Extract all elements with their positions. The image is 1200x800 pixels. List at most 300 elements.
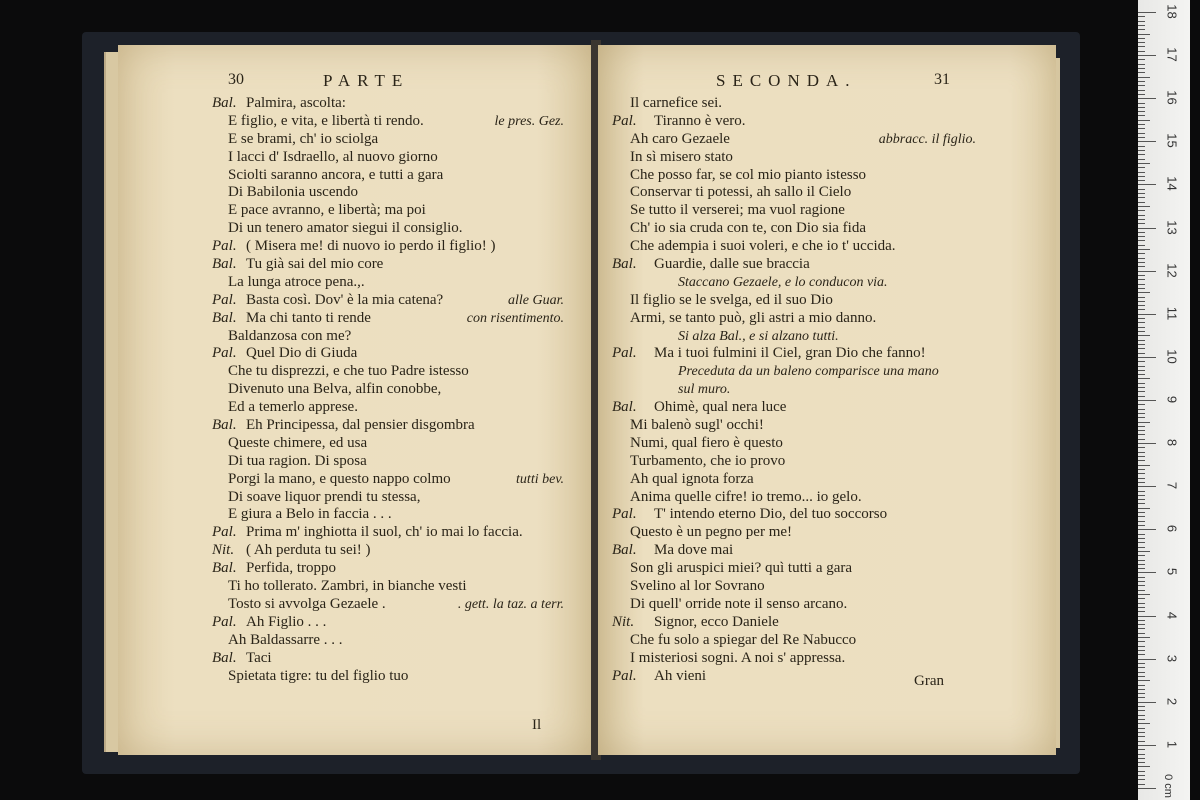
text-line xyxy=(118,256,594,274)
stage-direction: . gett. la taz. a terr. xyxy=(457,596,564,612)
ruler-tick xyxy=(1138,288,1145,289)
ruler-tick xyxy=(1138,741,1145,742)
verse-text: Eh Principessa, dal pensier disgombra xyxy=(246,417,475,434)
ruler-tick xyxy=(1138,555,1145,556)
verse-text: Che fu solo a spiegar del Re Nabucco xyxy=(630,631,857,648)
running-header-left: PARTE xyxy=(323,71,410,90)
ruler-tick xyxy=(1138,663,1145,664)
ruler-tick xyxy=(1138,344,1145,345)
verse-text: Il figlio se le svelga, ed il suo Dio xyxy=(630,291,833,308)
ruler-tick xyxy=(1138,327,1145,328)
ruler-number: 8 xyxy=(1164,438,1180,447)
verse-text: Questo è un pegno per me! xyxy=(630,524,793,541)
stage-direction: abbracc. il figlio. xyxy=(878,131,976,147)
ruler-tick xyxy=(1138,754,1145,755)
ruler-tick xyxy=(1138,370,1145,371)
text-line xyxy=(118,202,594,220)
ruler-tick xyxy=(1138,167,1145,168)
text-line xyxy=(598,471,1056,489)
ruler-tick xyxy=(1138,469,1145,470)
ruler-tick xyxy=(1138,465,1150,466)
ruler-tick xyxy=(1138,172,1145,173)
text-line xyxy=(598,149,1056,167)
text-line xyxy=(598,560,1056,578)
ruler-tick xyxy=(1138,409,1145,410)
ruler-number: 1 xyxy=(1164,740,1180,748)
verse-text: T' intendo eterno Dio, del tuo soccorso xyxy=(654,506,888,523)
ruler-tick xyxy=(1138,107,1145,108)
ruler-tick xyxy=(1138,340,1145,341)
ruler-tick xyxy=(1138,654,1145,655)
verse-text: Anima quelle cifre! io tremo... io gelo. xyxy=(630,488,862,505)
text-line xyxy=(118,632,594,650)
ruler-tick xyxy=(1138,680,1150,681)
ruler-tick xyxy=(1138,55,1156,56)
text-line xyxy=(118,113,594,131)
ruler-tick xyxy=(1138,693,1145,694)
ruler-tick xyxy=(1138,491,1145,492)
text-line xyxy=(598,167,1056,185)
ruler-tick xyxy=(1138,685,1145,686)
ruler-tick xyxy=(1138,723,1150,724)
verse-text: Ma chi tanto ti rende xyxy=(246,309,371,326)
verse-text: Di soave liquor prendi tu stessa, xyxy=(228,488,421,505)
ruler-tick xyxy=(1138,391,1145,392)
verse-text: Numi, qual fiero è questo xyxy=(630,434,783,451)
ruler-tick xyxy=(1138,478,1145,479)
text-line xyxy=(118,435,594,453)
text-line xyxy=(118,489,594,507)
ruler-number: 9 xyxy=(1164,395,1180,404)
ruler-tick xyxy=(1138,150,1145,151)
text-line xyxy=(598,417,1056,435)
ruler-tick xyxy=(1138,473,1145,474)
ruler-tick xyxy=(1138,633,1145,634)
verse-text: Ohimè, qual nera luce xyxy=(654,399,787,416)
verse-text: Di quell' orride note il senso arcano. xyxy=(630,595,848,612)
text-line xyxy=(598,328,1056,346)
ruler-tick xyxy=(1138,525,1145,526)
text-line xyxy=(118,506,594,524)
ruler-tick xyxy=(1138,594,1150,595)
catchword-right: Gran xyxy=(914,673,944,689)
measuring-ruler xyxy=(1138,0,1190,800)
ruler-tick xyxy=(1138,322,1145,323)
ruler-tick xyxy=(1138,516,1145,517)
ruler-tick xyxy=(1138,728,1145,729)
ruler-tick xyxy=(1138,42,1145,43)
ruler-tick xyxy=(1138,646,1145,647)
ruler-tick xyxy=(1138,159,1145,160)
right-page xyxy=(598,45,1056,755)
ruler-tick xyxy=(1138,460,1145,461)
verse-text: E se brami, ch' io sciolga xyxy=(228,130,379,147)
speaker-name: Bal. xyxy=(612,256,637,273)
ruler-number: 4 xyxy=(1164,611,1180,619)
ruler-number: 6 xyxy=(1164,525,1180,533)
running-header-right: SECONDA. xyxy=(716,71,857,90)
text-line xyxy=(118,274,594,292)
text-line xyxy=(598,542,1056,560)
verse-text: Di tua ragion. Di sposa xyxy=(228,452,367,469)
ruler-tick xyxy=(1138,236,1145,237)
ruler-number: 13 xyxy=(1164,219,1180,235)
ruler-tick xyxy=(1138,564,1145,565)
verse-text: Baldanzosa con me? xyxy=(228,327,352,344)
ruler-tick xyxy=(1138,521,1145,522)
text-line xyxy=(598,274,1056,292)
text-line xyxy=(598,310,1056,328)
ruler-tick xyxy=(1138,103,1145,104)
stage-direction: tutti bev. xyxy=(516,471,564,487)
text-line xyxy=(598,650,1056,668)
ruler-tick xyxy=(1138,271,1156,272)
verse-text: Di un tenero amator siegui il consiglio. xyxy=(228,220,463,237)
speaker-name: Nit. xyxy=(212,542,235,559)
ruler-tick xyxy=(1138,137,1145,138)
ruler-tick xyxy=(1138,676,1145,677)
text-line xyxy=(118,650,594,668)
text-line xyxy=(598,113,1056,131)
speaker-name: Pal. xyxy=(212,345,237,362)
ruler-tick xyxy=(1138,697,1145,698)
ruler-tick xyxy=(1138,335,1150,336)
ruler-tick xyxy=(1138,206,1150,207)
ruler-tick xyxy=(1138,439,1145,440)
ruler-tick xyxy=(1138,387,1145,388)
ruler-number: 15 xyxy=(1164,133,1180,149)
verse-text: Signor, ecco Daniele xyxy=(654,613,779,630)
ruler-tick xyxy=(1138,581,1145,582)
verse-text: ( Ah perduta tu sei! ) xyxy=(246,542,371,559)
stage-direction: alle Guar. xyxy=(508,292,564,308)
ruler-tick xyxy=(1138,702,1156,703)
verse-text: E figlio, e vita, e libertà ti rendo. xyxy=(228,112,424,129)
verse-text: Divenuto una Belva, alfin conobbe, xyxy=(228,381,442,398)
ruler-tick xyxy=(1138,715,1145,716)
verse-text: Svelino al lor Sovrano xyxy=(630,578,765,595)
ruler-number: 10 xyxy=(1164,349,1180,364)
ruler-tick xyxy=(1138,447,1145,448)
verse-text: Ah vieni xyxy=(654,667,707,684)
verse-text: Ah Figlio . . . xyxy=(246,613,327,630)
text-line xyxy=(118,381,594,399)
ruler-tick xyxy=(1138,710,1145,711)
text-line xyxy=(598,363,1056,381)
text-line xyxy=(118,668,594,686)
ruler-tick xyxy=(1138,430,1145,431)
ruler-tick xyxy=(1138,85,1145,86)
ruler-tick xyxy=(1138,197,1145,198)
ruler-number: 7 xyxy=(1164,482,1180,490)
verse-text: Ah caro Gezaele xyxy=(630,130,730,147)
text-line xyxy=(118,184,594,202)
ruler-tick xyxy=(1138,64,1145,65)
speaker-name: Pal. xyxy=(612,112,637,129)
ruler-tick xyxy=(1138,396,1145,397)
speaker-name: Pal. xyxy=(212,613,237,630)
speaker-name: Bal. xyxy=(212,417,237,434)
verse-text: Ch' io sia cruda con te, con Dio sia fida xyxy=(630,220,866,237)
verse-text: I lacci d' Isdraello, al nuovo giorno xyxy=(228,148,438,165)
verse-text: Conservar ti potessi, ah sallo il Cielo xyxy=(630,184,852,201)
ruler-tick xyxy=(1138,616,1156,617)
ruler-tick xyxy=(1138,732,1145,733)
ruler-tick xyxy=(1138,184,1156,185)
verse-text: Guardie, dalle sue braccia xyxy=(654,256,810,273)
ruler-tick xyxy=(1138,585,1145,586)
ruler-number: 12 xyxy=(1164,262,1180,278)
ruler-tick xyxy=(1138,659,1156,660)
ruler-tick xyxy=(1138,620,1145,621)
verse-text: Che adempia i suoi voleri, e che io t' uccida. xyxy=(630,238,896,255)
ruler-tick xyxy=(1138,482,1145,483)
verse-text: Il carnefice sei. xyxy=(630,95,723,111)
stage-direction: le pres. Gez. xyxy=(494,113,564,129)
ruler-tick xyxy=(1138,766,1150,767)
ruler-tick xyxy=(1138,422,1150,423)
ruler-tick xyxy=(1138,353,1145,354)
ruler-tick xyxy=(1138,253,1145,254)
ruler-tick xyxy=(1138,25,1145,26)
ruler-number: 16 xyxy=(1164,90,1180,105)
ruler-tick xyxy=(1138,189,1145,190)
ruler-tick xyxy=(1138,16,1145,17)
ruler-tick xyxy=(1138,749,1145,750)
ruler-tick xyxy=(1138,309,1145,310)
left-text-block xyxy=(118,95,594,685)
ruler-tick xyxy=(1138,486,1156,487)
text-line xyxy=(118,149,594,167)
speaker-name: Bal. xyxy=(212,560,237,577)
verse-text: Sciolti saranno ancora, e tutti a gara xyxy=(228,166,444,183)
stage-direction: Si alza Bal., e si alzano tutti. xyxy=(678,328,839,344)
ruler-tick xyxy=(1138,228,1156,229)
ruler-tick xyxy=(1138,111,1145,112)
ruler-tick xyxy=(1138,245,1145,246)
left-page xyxy=(118,45,594,755)
ruler-tick xyxy=(1138,378,1150,379)
text-line xyxy=(598,381,1056,399)
ruler-number: 2 xyxy=(1164,697,1180,705)
ruler-tick xyxy=(1138,706,1145,707)
ruler-tick xyxy=(1138,637,1150,638)
text-line xyxy=(598,668,1056,686)
ruler-tick xyxy=(1138,624,1145,625)
text-line xyxy=(118,614,594,632)
text-line xyxy=(118,453,594,471)
ruler-tick xyxy=(1138,512,1145,513)
text-line xyxy=(598,614,1056,632)
text-line xyxy=(598,292,1056,310)
text-line xyxy=(118,560,594,578)
ruler-tick xyxy=(1138,538,1145,539)
ruler-number: 17 xyxy=(1164,47,1180,62)
ruler-tick xyxy=(1138,124,1145,125)
ruler-tick xyxy=(1138,590,1145,591)
stage-direction: Staccano Gezaele, e lo conducon via. xyxy=(678,274,888,290)
verse-text: Che tu disprezzi, e che tuo Padre istesso xyxy=(228,363,469,380)
text-line xyxy=(118,131,594,149)
ruler-tick xyxy=(1138,745,1156,746)
speaker-name: Pal. xyxy=(612,345,637,362)
ruler-tick xyxy=(1138,210,1145,211)
text-line xyxy=(118,310,594,328)
ruler-tick xyxy=(1138,404,1145,405)
verse-text: Ma dove mai xyxy=(654,542,734,559)
verse-text: Ed a temerlo apprese. xyxy=(228,399,358,416)
verse-text: Queste chimere, ed usa xyxy=(228,434,368,451)
ruler-tick xyxy=(1138,383,1145,384)
ruler-tick xyxy=(1138,202,1145,203)
ruler-tick xyxy=(1138,98,1156,99)
text-line xyxy=(598,578,1056,596)
ruler-tick xyxy=(1138,81,1145,82)
ruler-tick xyxy=(1138,366,1145,367)
ruler-tick xyxy=(1138,771,1145,772)
verse-text: La lunga atroce pena.,. xyxy=(228,273,365,290)
stage-direction: con risentimento. xyxy=(466,310,564,326)
ruler-number: 11 xyxy=(1164,306,1180,321)
text-line xyxy=(598,632,1056,650)
text-line xyxy=(118,238,594,256)
text-line xyxy=(118,328,594,346)
ruler-tick xyxy=(1138,452,1145,453)
verse-text: Di Babilonia uscendo xyxy=(228,184,358,201)
ruler-tick xyxy=(1138,672,1145,673)
ruler-tick xyxy=(1138,603,1145,604)
ruler-tick xyxy=(1138,90,1145,91)
ruler-tick xyxy=(1138,357,1156,358)
ruler-tick xyxy=(1138,417,1145,418)
ruler-tick xyxy=(1138,495,1145,496)
ruler-tick xyxy=(1138,314,1156,315)
ruler-tick xyxy=(1138,38,1145,39)
ruler-tick xyxy=(1138,568,1145,569)
text-line xyxy=(598,524,1056,542)
text-line xyxy=(598,435,1056,453)
speaker-name: Pal. xyxy=(212,238,237,255)
ruler-tick xyxy=(1138,542,1145,543)
ruler-tick xyxy=(1138,788,1156,789)
speaker-name: Bal. xyxy=(212,309,237,326)
ruler-tick xyxy=(1138,34,1150,35)
speaker-name: Bal. xyxy=(612,399,637,416)
verse-text: E pace avranno, e libertà; ma poi xyxy=(228,202,426,219)
text-line xyxy=(598,596,1056,614)
ruler-tick xyxy=(1138,133,1145,134)
ruler-tick xyxy=(1138,413,1145,414)
speaker-name: Pal. xyxy=(212,291,237,308)
verse-text: Ah qual ignota forza xyxy=(630,470,754,487)
text-line xyxy=(598,256,1056,274)
ruler-tick xyxy=(1138,607,1145,608)
ruler-tick xyxy=(1138,719,1145,720)
page-number-left: 30 xyxy=(228,71,244,88)
verse-text: Palmira, ascolta: xyxy=(246,95,346,111)
ruler-tick xyxy=(1138,456,1145,457)
ruler-tick xyxy=(1138,560,1145,561)
ruler-tick xyxy=(1138,628,1145,629)
text-line xyxy=(118,542,594,560)
verse-text: I misteriosi sogni. A noi s' appressa. xyxy=(630,649,846,666)
ruler-number: 3 xyxy=(1164,654,1180,662)
ruler-tick xyxy=(1138,547,1145,548)
text-line xyxy=(118,471,594,489)
ruler-tick xyxy=(1138,279,1145,280)
text-line xyxy=(598,399,1056,417)
ruler-tick xyxy=(1138,72,1145,73)
ruler-tick xyxy=(1138,262,1145,263)
verse-text: Tosto si avvolga Gezaele . xyxy=(228,595,386,612)
ruler-tick xyxy=(1138,598,1145,599)
text-line xyxy=(118,95,594,113)
ruler-tick xyxy=(1138,577,1145,578)
verse-text: Ti ho tollerato. Zambri, in bianche vesti xyxy=(228,578,467,595)
ruler-tick xyxy=(1138,650,1145,651)
verse-text: In sì misero stato xyxy=(630,148,733,165)
text-line xyxy=(598,131,1056,149)
ruler-tick xyxy=(1138,223,1145,224)
ruler-tick xyxy=(1138,361,1145,362)
text-line xyxy=(118,363,594,381)
ruler-tick xyxy=(1138,762,1145,763)
ruler-tick xyxy=(1138,284,1145,285)
text-line xyxy=(598,184,1056,202)
text-line xyxy=(118,292,594,310)
text-line xyxy=(118,417,594,435)
ruler-unit-label: 0 cm xyxy=(1161,774,1174,798)
ruler-number: 18 xyxy=(1164,4,1180,19)
verse-text: Tiranno è vero. xyxy=(654,112,746,129)
ruler-tick xyxy=(1138,275,1145,276)
ruler-tick xyxy=(1138,68,1145,69)
verse-text: E giura a Belo in faccia . . . xyxy=(228,506,392,523)
ruler-tick xyxy=(1138,115,1145,116)
speaker-name: Pal. xyxy=(612,667,637,684)
speaker-name: Pal. xyxy=(212,524,237,541)
ruler-tick xyxy=(1138,141,1156,142)
ruler-tick xyxy=(1138,572,1156,573)
ruler-tick xyxy=(1138,163,1150,164)
ruler-tick xyxy=(1138,667,1145,668)
ruler-number: 5 xyxy=(1164,568,1180,576)
ruler-tick xyxy=(1138,689,1145,690)
ruler-tick xyxy=(1138,775,1145,776)
ruler-tick xyxy=(1138,12,1156,13)
ruler-tick xyxy=(1138,301,1145,302)
ruler-tick xyxy=(1138,499,1145,500)
ruler-tick xyxy=(1138,77,1150,78)
verse-text: Mi balenò sugl' occhi! xyxy=(630,417,764,434)
ruler-tick xyxy=(1138,400,1156,401)
ruler-tick xyxy=(1138,736,1145,737)
ruler-tick xyxy=(1138,193,1145,194)
verse-text: Ma i tuoi fulmini il Ciel, gran Dio che fanno! xyxy=(654,345,926,362)
speaker-name: Bal. xyxy=(212,256,237,273)
ruler-tick xyxy=(1138,611,1145,612)
verse-text: Porgi la mano, e questo nappo colmo xyxy=(228,470,451,487)
text-line xyxy=(118,220,594,238)
ruler-number: 14 xyxy=(1164,176,1180,192)
verse-text: Spietata tigre: tu del figlio tuo xyxy=(228,667,409,684)
ruler-tick xyxy=(1138,503,1145,504)
ruler-tick xyxy=(1138,258,1145,259)
text-line xyxy=(598,345,1056,363)
ruler-tick xyxy=(1138,128,1145,129)
ruler-tick xyxy=(1138,508,1150,509)
verse-text: Son gli aruspici miei? quì tutti a gara xyxy=(630,560,853,577)
